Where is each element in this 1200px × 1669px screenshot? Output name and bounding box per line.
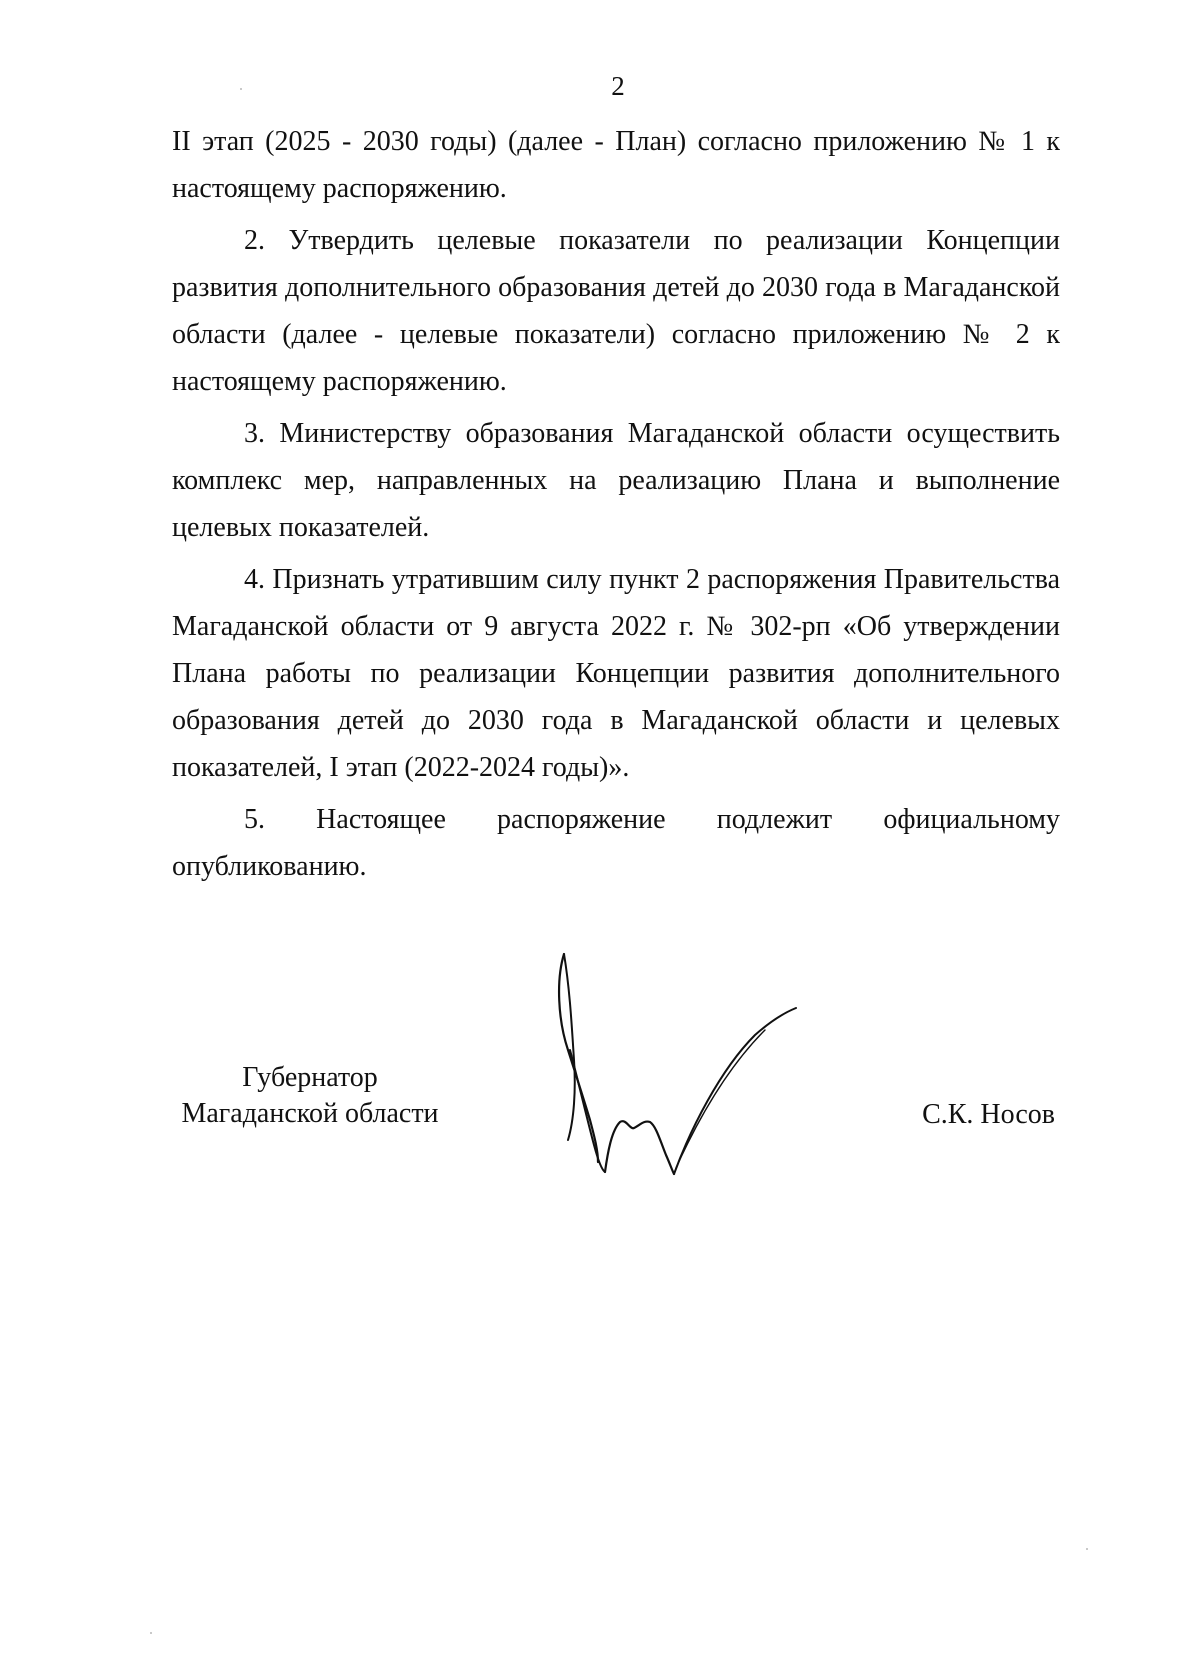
scan-speck (150, 1632, 152, 1634)
paragraph-5: 5. Настоящее распоряжение подлежит официальному опубликованию. (172, 804, 1060, 882)
paragraph-3: 3. Министерству образования Магаданской области осуществить комплекс мер, направленных на реализацию Плана и выполнение целевых показателей. (172, 418, 1060, 543)
signatory-name: С.К. Носов (922, 1099, 1055, 1130)
page-number: 2 (611, 71, 625, 101)
paragraph-2: 2. Утвердить целевые показатели по реализации Концепции развития дополнительного образования детей до 2030 года в Магаданской области (далее - целевые показатели) согласно приложению № 2 к настоящему распоряжению. (172, 225, 1060, 397)
scan-speck (240, 88, 242, 90)
document-body (172, 118, 1060, 895)
handwritten-signature (550, 950, 830, 1190)
signatory-title-line1: Губернатор (242, 1062, 378, 1093)
scan-speck (1086, 1548, 1088, 1550)
paragraph-continuation: II этап (2025 - 2030 годы) (далее - План) согласно приложению № 1 к настоящему распоряжению. (172, 126, 1060, 204)
signatory-title (150, 1060, 470, 1132)
signatory-title-line2: Магаданской области (181, 1098, 439, 1129)
paragraph-4: 4. Признать утратившим силу пункт 2 распоряжения Правительства Магаданской области от 9 августа 2022 г. № 302-рп «Об утверждении Плана работы по реализации Концепции развития дополнительного образования детей до 2030 года в Магаданской области и целевых показателей, I этап (2022-2024 годы)». (172, 564, 1060, 783)
